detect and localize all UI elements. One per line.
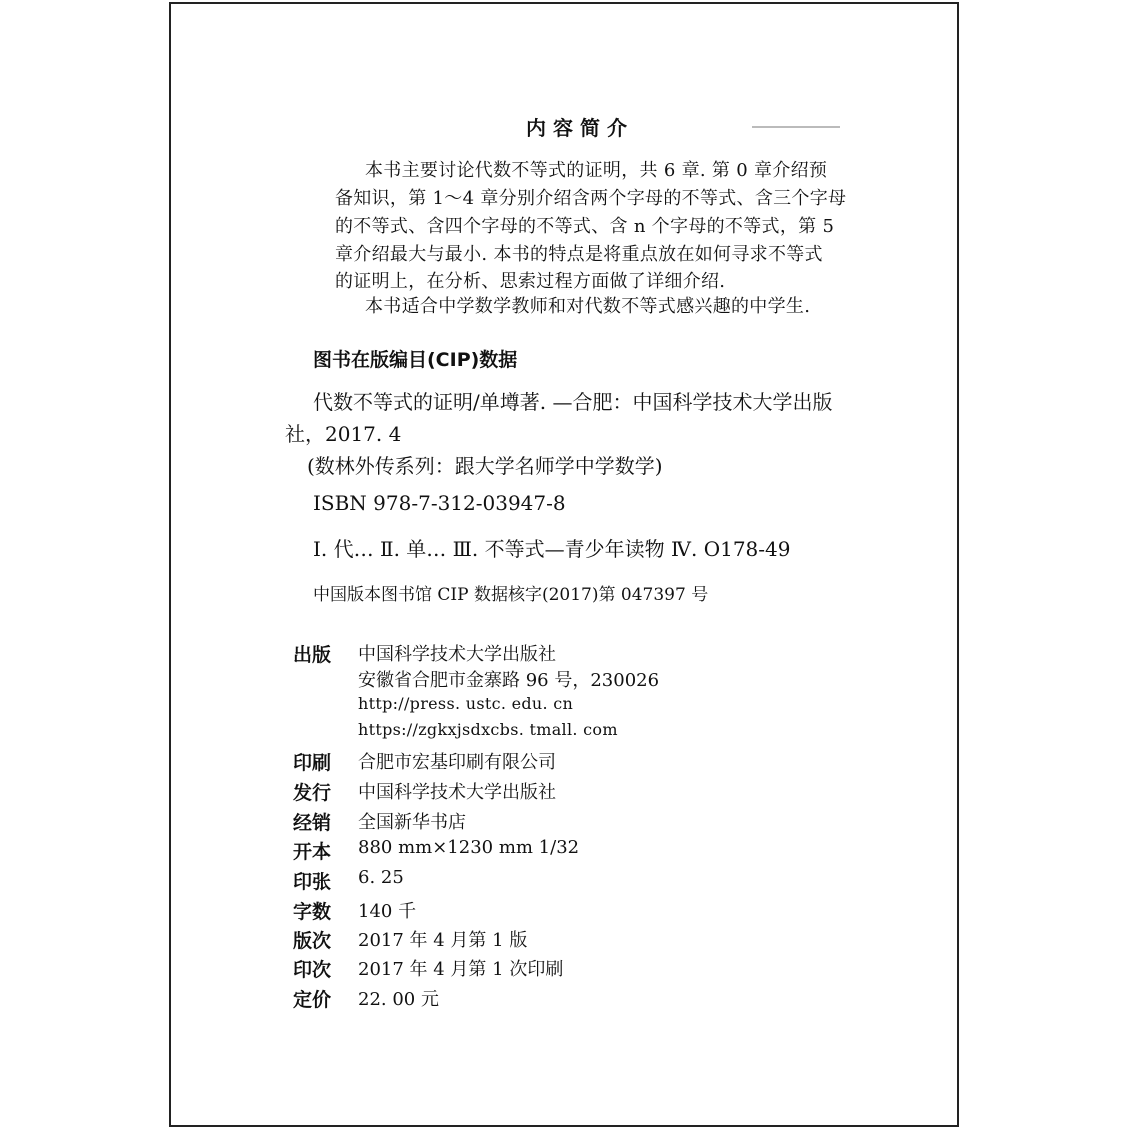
cip-line-1: 代数不等式的证明/单壿著. —合肥：中国科学技术大学出版 — [313, 390, 833, 414]
distributor-label: 发行 — [293, 782, 332, 804]
publisher-name: 中国科学技术大学出版社 — [358, 644, 556, 665]
cip-isbn: ISBN 978-7-312-03947-8 — [313, 491, 566, 515]
format-label: 开本 — [293, 841, 332, 863]
publisher-url-2: https://zgkxjsdxcbs. tmall. com — [358, 720, 618, 739]
sheets-label: 印张 — [293, 871, 332, 893]
edition-label: 版次 — [293, 930, 332, 952]
distributor-value: 中国科学技术大学出版社 — [358, 782, 556, 803]
price-value: 22. 00 元 — [358, 989, 439, 1010]
cip-classification: Ⅰ. 代… Ⅱ. 单… Ⅲ. 不等式—青少年读物 Ⅳ. O178-49 — [313, 537, 791, 561]
publisher-label: 出版 — [293, 644, 332, 666]
intro-line-6: 本书适合中学数学教师和对代数不等式感兴趣的中学生. — [365, 296, 811, 317]
publisher-url-1: http://press. ustc. edu. cn — [358, 694, 574, 713]
format-value: 880 mm×1230 mm 1/32 — [358, 837, 580, 858]
printer-label: 印刷 — [293, 752, 332, 774]
price-label: 定价 — [293, 989, 332, 1011]
cip-verify: 中国版本图书馆 CIP 数据核字(2017)第 047397 号 — [313, 585, 709, 605]
wordcount-value: 140 千 — [358, 901, 417, 922]
intro-line-4: 章介绍最大与最小. 本书的特点是将重点放在如何寻求不等式 — [335, 244, 823, 265]
intro-line-3: 的不等式、含四个字母的不等式、含 n 个字母的不等式，第 5 — [335, 216, 835, 237]
intro-title: 内容简介 — [526, 116, 634, 140]
edition-value: 2017 年 4 月第 1 版 — [358, 930, 528, 951]
seller-label: 经销 — [293, 812, 332, 834]
intro-line-1: 本书主要讨论代数不等式的证明，共 6 章. 第 0 章介绍预 — [365, 160, 828, 181]
cip-series: (数林外传系列：跟大学名师学中学数学) — [307, 454, 663, 478]
printing-value: 2017 年 4 月第 1 次印刷 — [358, 959, 564, 980]
publisher-address: 安徽省合肥市金寨路 96 号，230026 — [358, 670, 660, 691]
cip-title: 图书在版编目(CIP)数据 — [313, 349, 518, 371]
printer-value: 合肥市宏基印刷有限公司 — [358, 752, 556, 773]
printing-label: 印次 — [293, 959, 332, 981]
decorative-line — [752, 126, 840, 128]
intro-line-2: 备知识，第 1～4 章分别介绍含两个字母的不等式、含三个字母 — [335, 188, 847, 209]
seller-value: 全国新华书店 — [358, 812, 466, 833]
cip-line-2: 社，2017. 4 — [285, 422, 402, 446]
intro-line-5: 的证明上，在分析、思索过程方面做了详细介绍. — [335, 271, 726, 292]
wordcount-label: 字数 — [293, 901, 332, 923]
sheets-value: 6. 25 — [358, 867, 404, 888]
